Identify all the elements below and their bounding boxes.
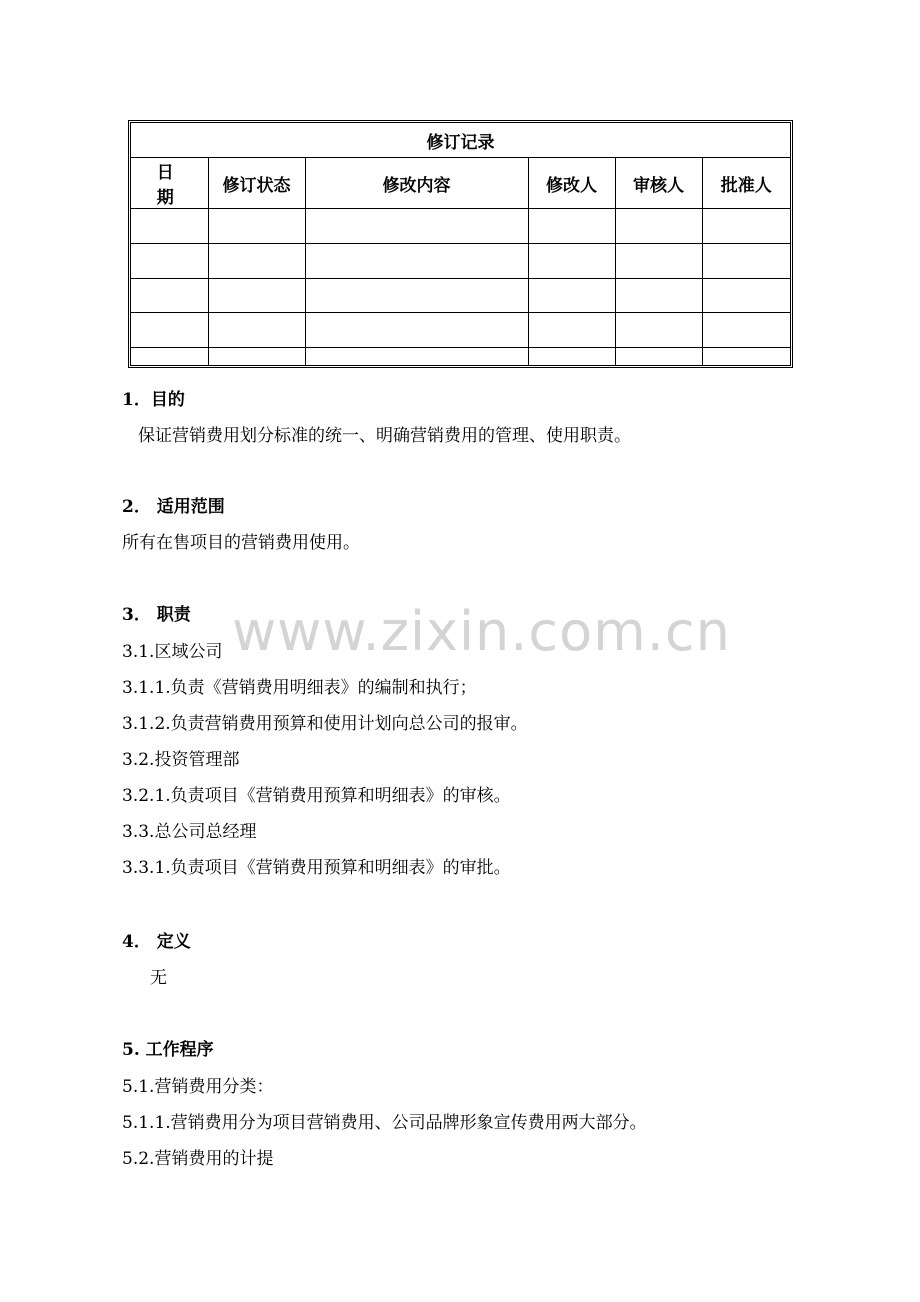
- table-cell: [702, 278, 790, 313]
- table-cell: [208, 313, 305, 348]
- column-header-content: 修改内容: [305, 158, 528, 209]
- table-cell: [305, 209, 528, 244]
- table-cell: [615, 348, 702, 365]
- section-body-purpose: 保证营销费用划分标准的统一、明确营销费用的管理、使用职责。: [138, 426, 631, 446]
- list-item: 3.1.1.负责《营销费用明细表》的编制和执行；: [122, 678, 477, 698]
- column-header-approver: 批准人: [702, 158, 790, 209]
- section-heading-duties: [122, 600, 191, 625]
- section-heading-scope: [122, 492, 225, 517]
- table-cell: [702, 313, 790, 348]
- section-title: 适用范围: [156, 497, 225, 517]
- table-cell: [528, 278, 615, 313]
- section-number: 1．: [122, 390, 151, 410]
- section-heading-definitions: [122, 927, 191, 952]
- table-cell: [702, 348, 790, 365]
- table-cell: [702, 243, 790, 278]
- section-number: 2．: [122, 497, 151, 517]
- table-cell: [528, 313, 615, 348]
- table-cell: [208, 278, 305, 313]
- table-cell: [528, 243, 615, 278]
- table-cell: [615, 313, 702, 348]
- table-row: [131, 348, 790, 365]
- column-header-date: 日 期: [131, 158, 208, 209]
- table-cell: [208, 348, 305, 365]
- column-header-reviewer: 审核人: [615, 158, 702, 209]
- list-item: 3.2.1.负责项目《营销费用预算和明细表》的审核。: [122, 786, 511, 806]
- section-heading-procedure: [122, 1035, 214, 1060]
- section-title: 工作程序: [145, 1040, 214, 1060]
- table-cell: [528, 209, 615, 244]
- section-number: 3．: [122, 605, 151, 625]
- table-cell: [305, 278, 528, 313]
- table-cell: [305, 243, 528, 278]
- table-row: [131, 243, 790, 278]
- section-number: 4．: [122, 932, 151, 952]
- list-item: 5.1.1.营销费用分为项目营销费用、公司品牌形象宣传费用两大部分。: [122, 1113, 647, 1133]
- table-cell: [615, 278, 702, 313]
- section-heading-purpose: [122, 385, 185, 410]
- list-item: 3.3.总公司总经理: [122, 822, 257, 842]
- table-cell: [131, 209, 208, 244]
- table-row: [131, 209, 790, 244]
- column-header-modifier: 修改人: [528, 158, 615, 209]
- table-cell: [615, 209, 702, 244]
- revision-table: [128, 120, 793, 368]
- watermark: www.zixin.com.cn: [232, 600, 731, 663]
- table-cell: [208, 209, 305, 244]
- section-title: 目的: [150, 390, 185, 410]
- table-cell: [208, 243, 305, 278]
- table-cell: [131, 278, 208, 313]
- table-cell: [131, 348, 208, 365]
- table-cell: [305, 313, 528, 348]
- list-item: 3.1.2.负责营销费用预算和使用计划向总公司的报审。: [122, 714, 528, 734]
- revision-table-title: 修订记录: [131, 123, 790, 158]
- section-body-scope: 所有在售项目的营销费用使用。: [122, 533, 360, 553]
- list-item: 3.1.区域公司: [122, 642, 223, 662]
- list-item: 3.3.1.负责项目《营销费用预算和明细表》的审批。: [122, 858, 511, 878]
- list-item: 3.2.投资管理部: [122, 750, 240, 770]
- section-body-definitions: 无: [150, 968, 167, 988]
- section-title: 职责: [156, 605, 191, 625]
- list-item: 5.2.营销费用的计提: [122, 1149, 274, 1169]
- table-cell: [131, 243, 208, 278]
- table-cell: [615, 243, 702, 278]
- section-number: 5.: [122, 1040, 140, 1060]
- table-cell: [528, 348, 615, 365]
- table-cell: [131, 313, 208, 348]
- column-header-revision-status: 修订状态: [208, 158, 305, 209]
- section-title: 定义: [156, 932, 191, 952]
- table-row: [131, 278, 790, 313]
- table-row: [131, 313, 790, 348]
- table-cell: [305, 348, 528, 365]
- list-item: 5.1.营销费用分类：: [122, 1077, 274, 1097]
- table-cell: [702, 209, 790, 244]
